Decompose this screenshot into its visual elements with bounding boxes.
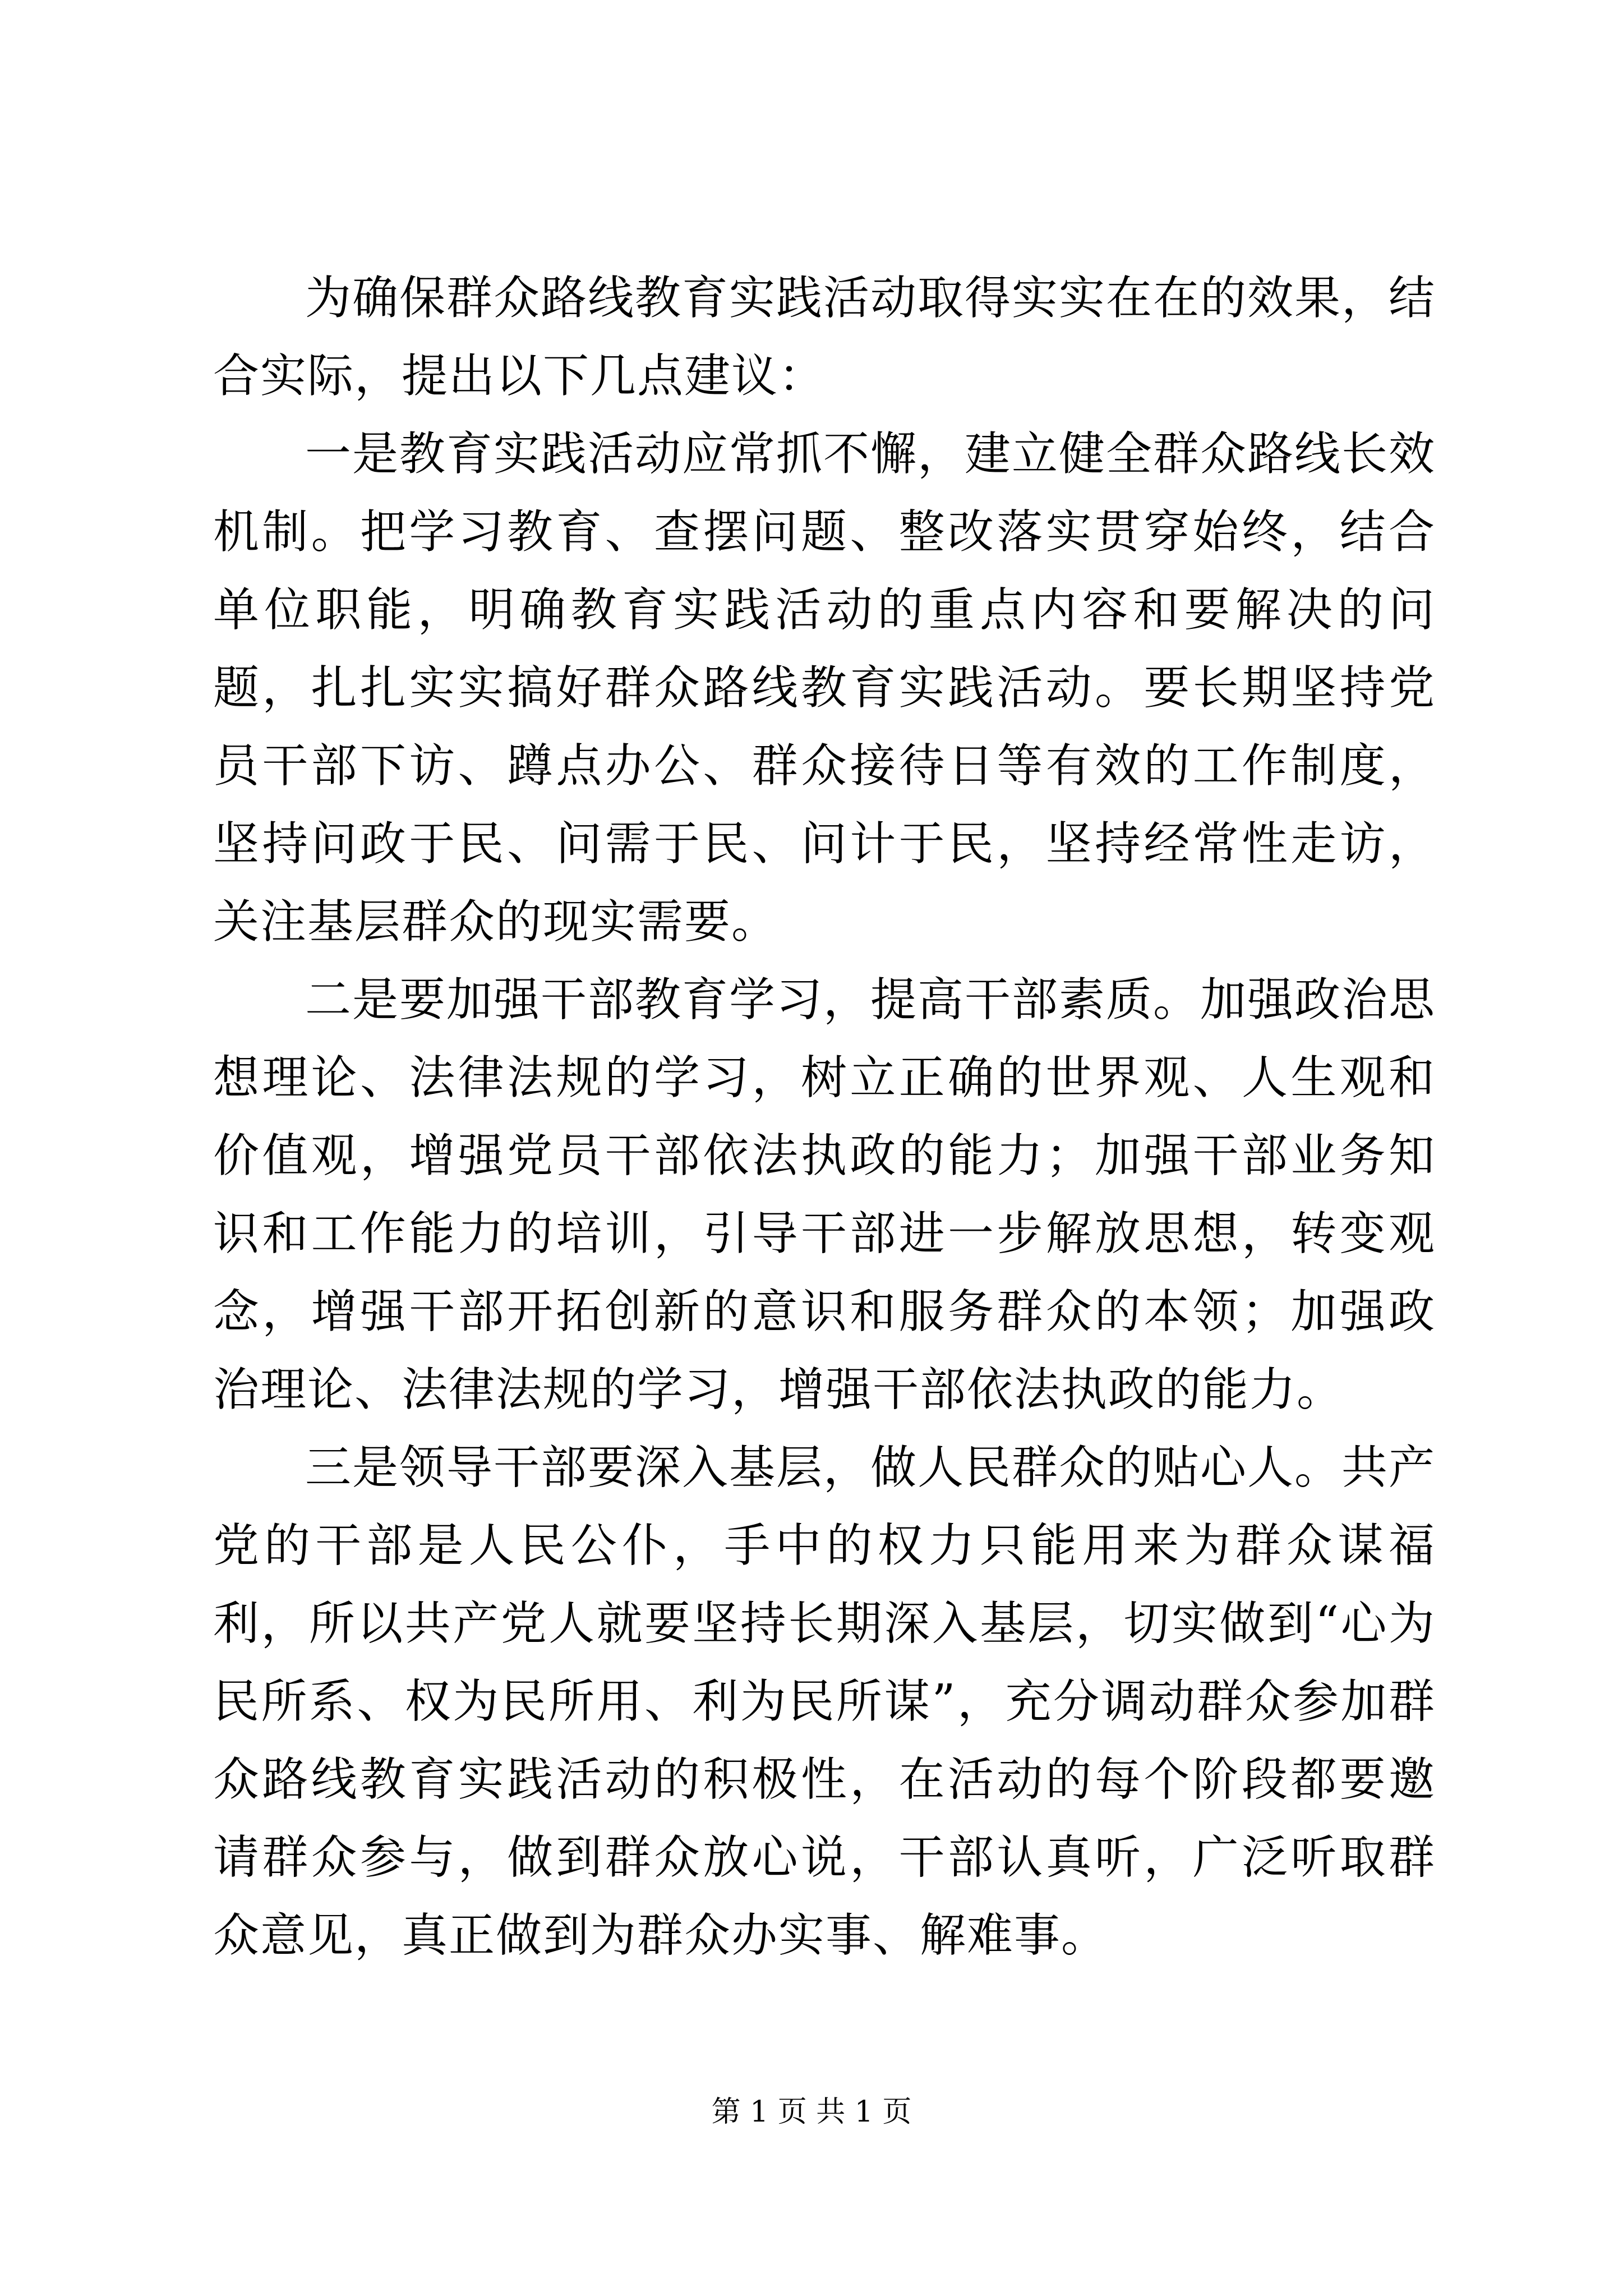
paragraph-point-two: 二是要加强干部教育学习，提高干部素质。加强政治思想理论、法律法规的学习，树立正确的世界观、人生观和价值观，增强党员干部依法执政的能力；加强干部业务知识和工作能力的培训，引导干部进一步解放思想，转变观念，增强干部开拓创新的意识和服务群众的本领；加强政治理论、法律法规的学习，增强干部依法执政的能力。 <box>213 973 1436 1416</box>
paragraph-intro: 为确保群众路线教育实践活动取得实实在在的效果，结合实际，提出以下几点建议： <box>213 272 1436 403</box>
paragraph-point-three: 三是领导干部要深入基层，做人民群众的贴心人。共产党的干部是人民公仆，手中的权力只能用来为群众谋福利，所以共产党人就要坚持长期深入基层，切实做到“心为民所系、权为民所用、利为民所谋”，充分调动群众参加群众路线教育实践活动的积极性，在活动的每个阶段都要邀请群众参与，做到群众放心说，干部认真听，广泛听取群众意见，真正做到为群众办实事、解难事。 <box>213 1441 1436 1962</box>
document-body <box>213 259 1436 1975</box>
page-footer: 第 1 页 共 1 页 <box>711 2095 912 2129</box>
paragraph-point-one: 一是教育实践活动应常抓不懈，建立健全群众路线长效机制。把学习教育、查摆问题、整改落实贯穿始终，结合单位职能，明确教育实践活动的重点内容和要解决的问题，扎扎实实搞好群众路线教育实践活动。要长期坚持党员干部下访、蹲点办公、群众接待日等有效的工作制度，坚持问政于民、问需于民、问计于民，坚持经常性走访，关注基层群众的现实需要。 <box>213 427 1436 949</box>
